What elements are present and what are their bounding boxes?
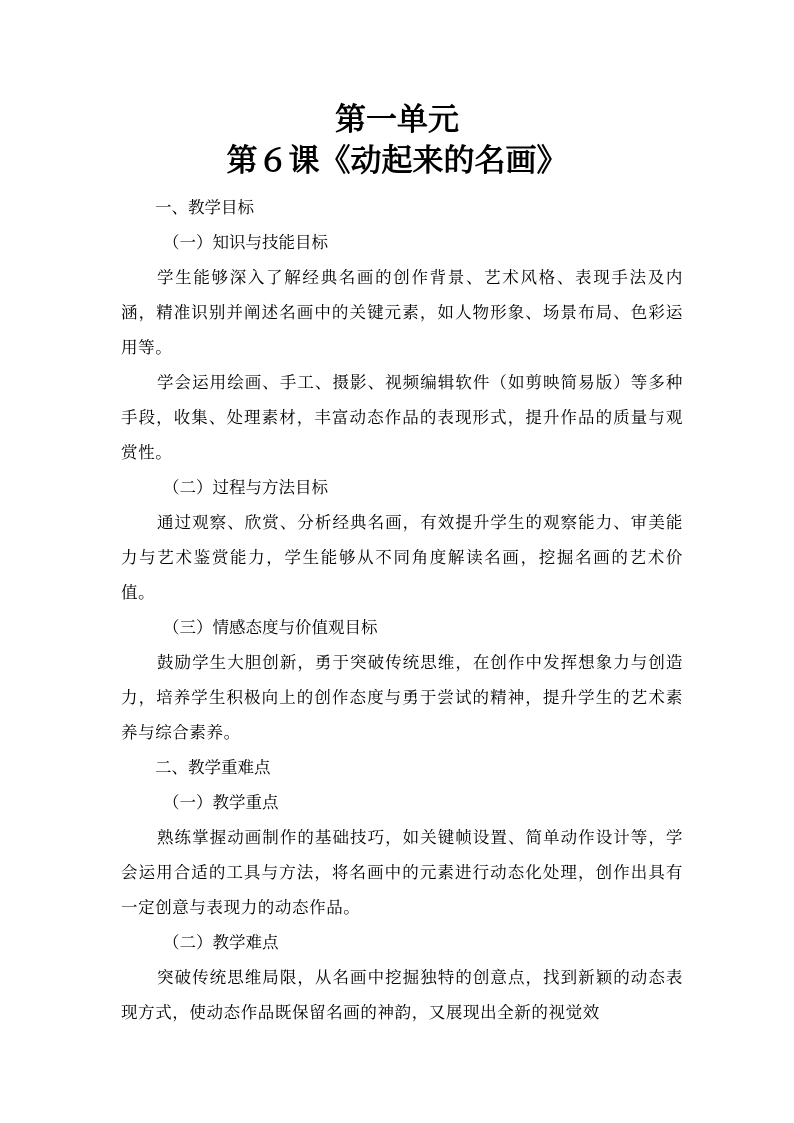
- subsection-heading-values: （三）情感态度与价值观目标: [163, 618, 378, 637]
- subsection-heading-knowledge-skills: （一）知识与技能目标: [163, 233, 328, 252]
- document-body: [121, 190, 683, 1030]
- paragraph-key-points: 熟练掌握动画制作的基础技巧，如关键帧设置、简单动作设计等，学会运用合适的工具与方法，将名画中的元素进行动态化处理，创作出具有一定创意与表现力的动态作品。: [121, 828, 683, 917]
- unit-title: 第一单元: [335, 102, 459, 138]
- section-heading-key-difficult-points: 二、教学重难点: [155, 758, 271, 777]
- paragraph-values: 鼓励学生大胆创新，勇于突破传统思维，在创作中发挥想象力与创造力，培养学生积极向上的创作态度与勇于尝试的精神，提升学生的艺术素养与综合素养。: [121, 653, 683, 742]
- paragraph-difficult-points: 突破传统思维局限，从名画中挖掘独特的创意点，找到新颖的动态表现方式，使动态作品既保留名画的神韵，又展现出全新的视觉效: [121, 968, 683, 1022]
- paragraph-knowledge-2: 学会运用绘画、手工、摄影、视频编辑软件（如剪映简易版）等多种手段，收集、处理素材，丰富动态作品的表现形式，提升作品的质量与观赏性。: [121, 373, 683, 462]
- subsection-heading-process-method: （二）过程与方法目标: [163, 478, 328, 497]
- subsection-heading-difficult-points: （二）教学难点: [163, 933, 279, 952]
- subsection-heading-key-points: （一）教学重点: [163, 793, 279, 812]
- paragraph-process-method: 通过观察、欣赏、分析经典名画，有效提升学生的观察能力、审美能力与艺术鉴赏能力，学生能够从不同角度解读名画，挖掘名画的艺术价值。: [121, 513, 683, 602]
- section-heading-teaching-goals: 一、教学目标: [155, 198, 254, 217]
- lesson-title: 第６课《动起来的名画》: [226, 143, 568, 179]
- paragraph-knowledge-1: 学生能够深入了解经典名画的创作背景、艺术风格、表现手法及内涵，精准识别并阐述名画中的关键元素，如人物形象、场景布局、色彩运用等。: [121, 268, 683, 357]
